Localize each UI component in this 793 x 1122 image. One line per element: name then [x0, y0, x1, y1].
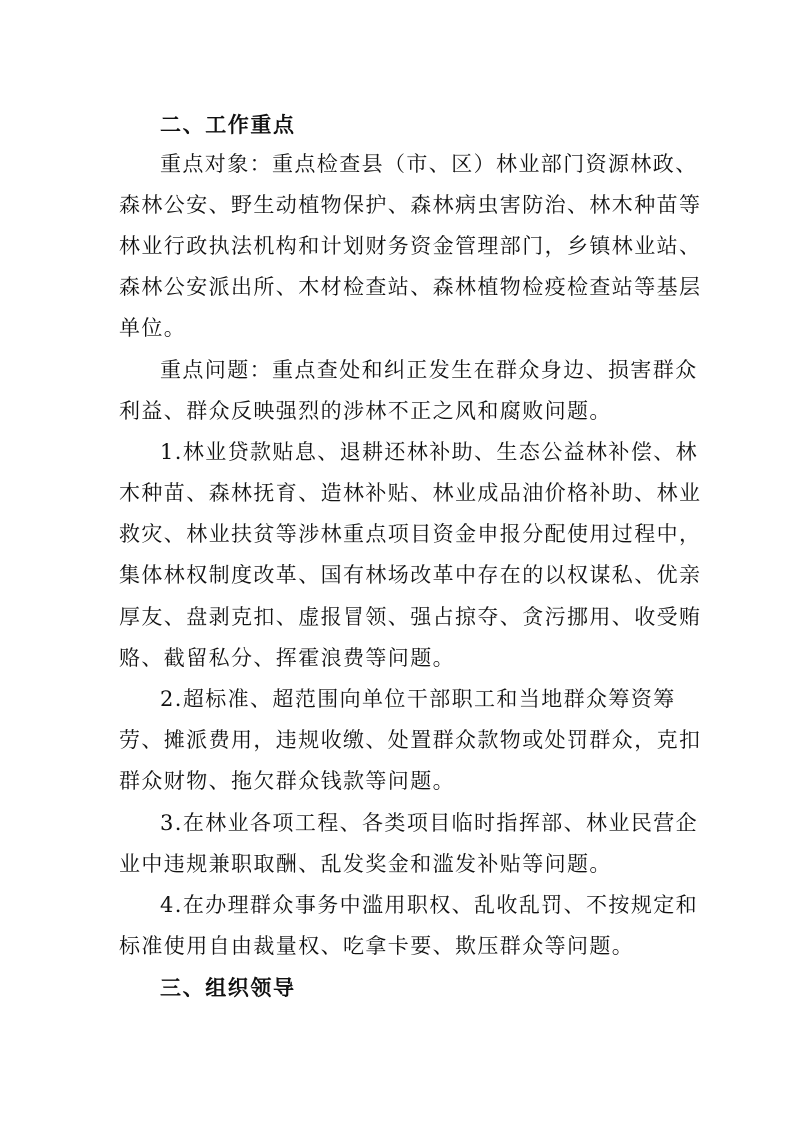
- text-line: 利益、群众反映强烈的涉林不正之风和腐败问题。: [119, 399, 612, 423]
- text-line: 业中违规兼职取酬、乱发奖金和滥发补贴等问题。: [119, 852, 612, 876]
- section-heading-work-focus: 二、工作重点: [160, 112, 296, 137]
- text-line: 劳、摊派费用，违规收缴、处置群众款物或处罚群众，克扣: [119, 728, 702, 752]
- text-line: 3.在林业各项工程、各类项目临时指挥部、林业民营企: [160, 811, 699, 835]
- text-line: 林业行政执法机构和计划财务资金管理部门，乡镇林业站、: [119, 234, 702, 258]
- text-line: 木种苗、森林抚育、造林补贴、林业成品油价格补助、林业: [119, 481, 702, 505]
- text-line: 集体林权制度改革、国有林场改革中存在的以权谋私、优亲: [119, 563, 702, 587]
- text-line: 群众财物、拖欠群众钱款等问题。: [119, 769, 455, 793]
- text-line: 森林公安派出所、木材检查站、森林植物检疫检查站等基层: [119, 275, 702, 299]
- text-line: 厚友、盘剥克扣、虚报冒领、强占掠夺、贪污挪用、收受贿: [119, 605, 702, 629]
- text-line: 单位。: [119, 316, 187, 340]
- text-line: 4.在办理群众事务中滥用职权、乱收乱罚、不按规定和: [160, 893, 699, 917]
- text-line: 标准使用自由裁量权、吃拿卡要、欺压群众等问题。: [119, 934, 635, 958]
- text-line: 1.林业贷款贴息、退耕还林补助、生态公益林补偿、林: [160, 440, 699, 464]
- section-heading-organization: 三、组织领导: [160, 975, 296, 1000]
- text-line: 重点对象：重点检查县（市、区）林业部门资源林政、: [160, 152, 698, 176]
- text-line: 救灾、林业扶贫等涉林重点项目资金申报分配使用过程中，: [119, 522, 702, 546]
- text-line: 森林公安、野生动植物保护、森林病虫害防治、林木种苗等: [119, 193, 702, 217]
- text-line: 2.超标准、超范围向单位干部职工和当地群众筹资筹: [160, 687, 676, 711]
- text-line: 赂、截留私分、挥霍浪费等问题。: [119, 646, 455, 670]
- text-line: 重点问题：重点查处和纠正发生在群众身边、损害群众: [160, 358, 698, 382]
